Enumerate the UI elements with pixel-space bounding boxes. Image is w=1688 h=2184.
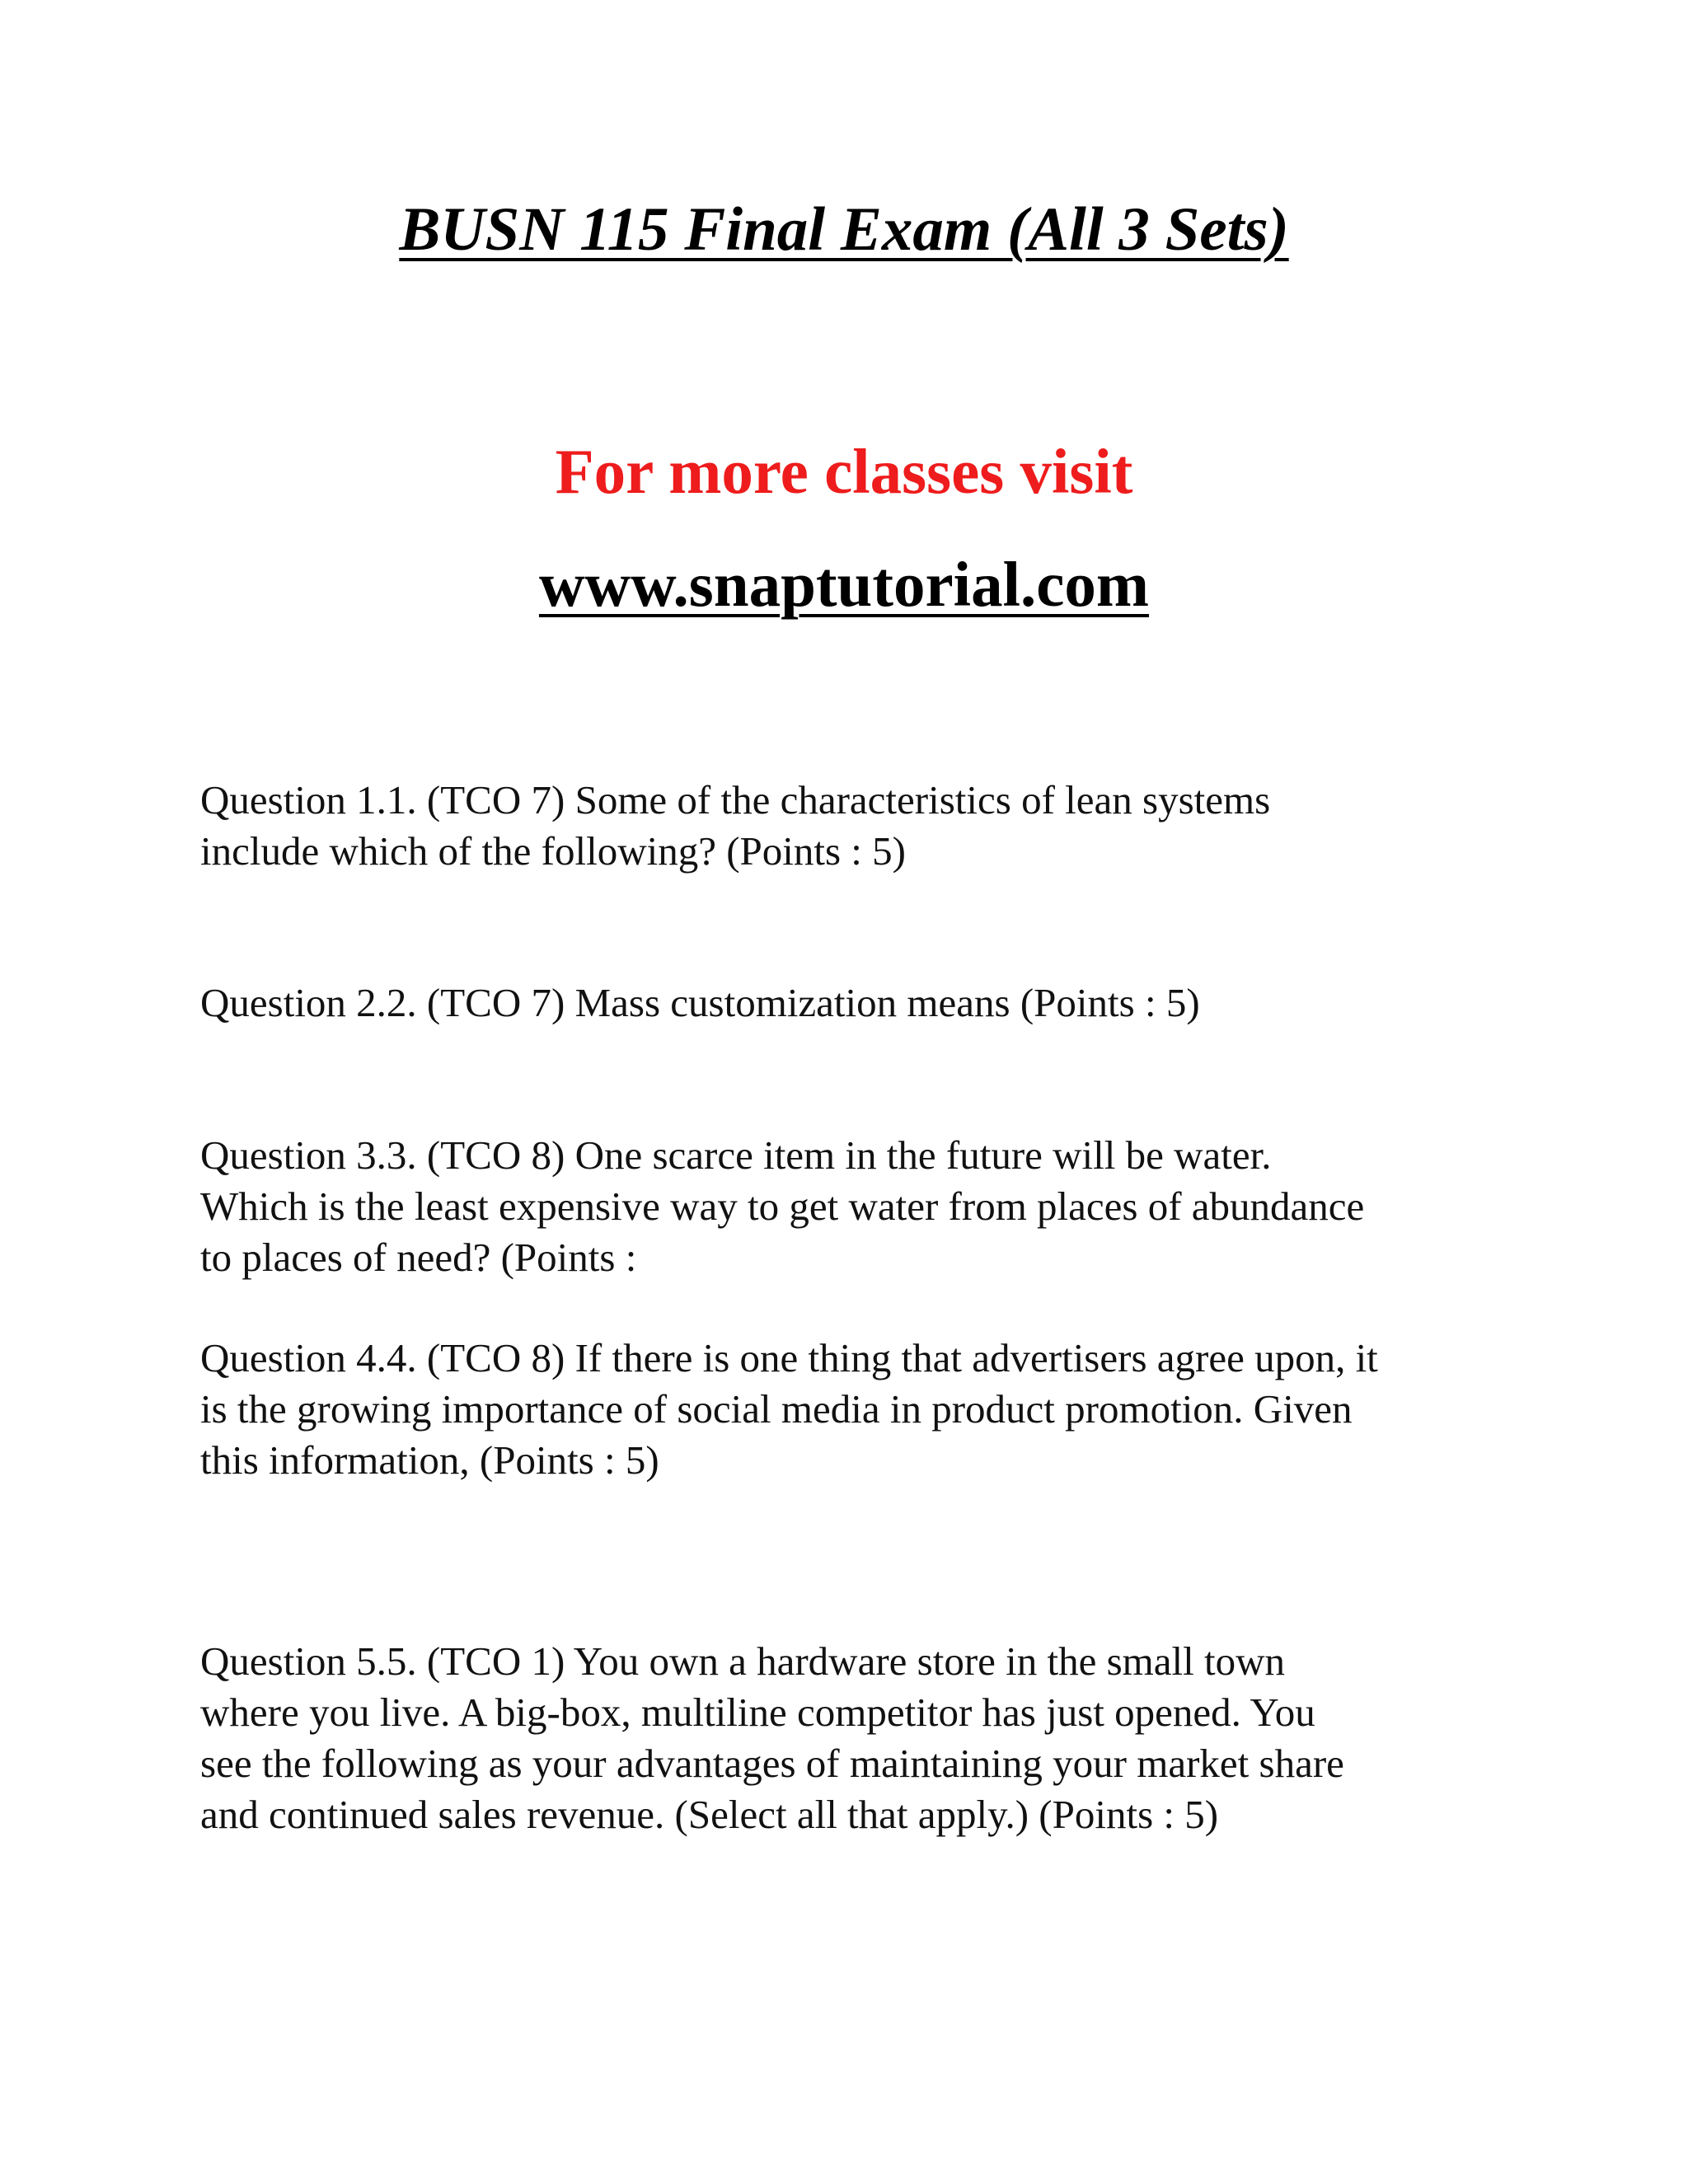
document-title: BUSN 115 Final Exam (All 3 Sets) [399,195,1289,264]
question-line: is the growing importance of social media in product promotion. Given [200,1386,1353,1432]
question-line: and continued sales revenue. (Select all that apply.) (Points : 5) [200,1792,1219,1837]
question-4 [200,1333,1503,1486]
question-line: Which is the least expensive way to get water from places of abundance [200,1183,1365,1229]
question-line: to places of need? (Points : [200,1235,637,1280]
question-3 [200,1130,1503,1283]
question-line: Question 4.4. (TCO 8) If there is one thing that advertisers agree upon, it [200,1335,1378,1380]
question-2 [200,977,1503,1029]
question-line: see the following as your advantages of maintaining your market share [200,1741,1344,1786]
question-line: Question 3.3. (TCO 8) One scarce item in the future will be water. [200,1132,1272,1178]
question-line: Question 2.2. (TCO 7) Mass customization means (Points : 5) [200,980,1200,1025]
website-link[interactable]: www.snaptutorial.com [538,549,1150,620]
question-line: where you live. A big-box, multiline competitor has just opened. You [200,1690,1315,1735]
promo-text: For more classes visit [555,436,1133,507]
question-line: include which of the following? (Points : 5) [200,828,906,874]
question-5 [200,1636,1503,1840]
question-line: Question 5.5. (TCO 1) You own a hardware store in the small town [200,1638,1286,1684]
question-line: this information, (Points : 5) [200,1437,659,1483]
question-line: Question 1.1. (TCO 7) Some of the characteristics of lean systems [200,777,1271,823]
question-1 [200,775,1503,877]
